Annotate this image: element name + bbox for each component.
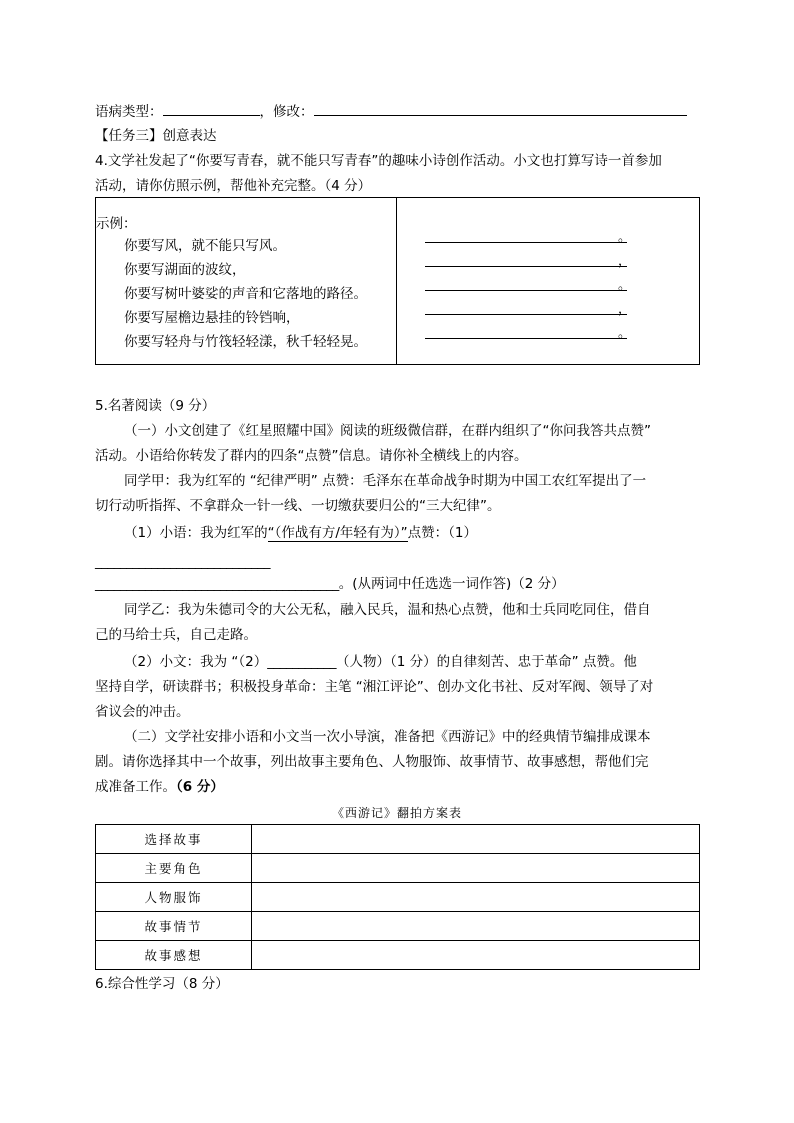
modify-label: ，修改： — [259, 104, 314, 120]
q1-suffix: 点赞：（1） — [407, 525, 477, 541]
poem-answer-line-1[interactable] — [425, 242, 627, 243]
poem-punct-4: ， — [618, 302, 632, 317]
q5-p2-line2: 剧。请你选择其中一个故事，列出故事主要角色、人物服饰、故事情节、故事感想，帮他们完 — [95, 754, 649, 770]
example-line: 你要写轻舟与竹筏轻轻漾，秋千轻轻晃。 — [124, 334, 367, 350]
poem-punct-3: 。 — [618, 278, 632, 293]
q2-suffix: （人物）（1 分）的自律刻苦、忠于革命” 点赞。他 — [335, 654, 637, 670]
example-label: 示例： — [96, 216, 137, 232]
table-row — [96, 883, 700, 912]
poem-answer-line-3[interactable] — [425, 290, 627, 291]
row-label: 故事情节 — [96, 912, 252, 941]
row-answer-cell[interactable] — [252, 941, 700, 970]
jia-line1: 同学甲：我为红军的 “纪律严明” 点赞：毛泽东在革命战争时期为中国工农红军提出了一 — [124, 473, 647, 489]
example-line: 你要写风，就不能只写风。 — [124, 238, 286, 254]
q5-p1-line1: （一）小文创建了《红星照耀中国》阅读的班级微信群，在群内组织了“你问我答共点赞” — [124, 423, 651, 439]
q5-p2-line1: （二）文学社安排小语和小文当一次小导演，准备把《西游记》中的经典情节编排成课本 — [124, 729, 651, 745]
q5-p2-score: （6 分） — [176, 779, 224, 795]
q5-p1-line2: 活动。小语给你转发了群内的四条“点赞”信息。请你补全横线上的内容。 — [95, 448, 528, 464]
yi-line2: 己的马给士兵，自己走路。 — [95, 627, 257, 643]
table-row — [96, 941, 700, 970]
poem-punct-5: 。 — [618, 326, 632, 341]
example-line: 你要写屋檐边悬挂的铃铛响， — [124, 310, 300, 326]
q6-title: 6.综合性学习（8 分） — [95, 976, 229, 992]
answer-cell[interactable] — [397, 198, 700, 365]
row-answer-cell[interactable] — [252, 912, 700, 941]
q4-line1: 4.文学社发起了“你要写青春，就不能只写青春”的趣味小诗创作活动。小文也打算写诗一首参加 — [95, 153, 662, 169]
yi-line1: 同学乙：我为朱德司令的大公无私，融入民兵，温和热心点赞，他和士兵同吃同住，借自 — [124, 602, 651, 618]
example-cell — [96, 198, 397, 365]
q2-line1 — [124, 653, 637, 671]
poem-punct-2: ， — [618, 254, 632, 269]
table-row — [96, 854, 700, 883]
example-lines — [96, 234, 396, 354]
error-type-line — [95, 102, 687, 121]
q1-line — [124, 524, 477, 542]
table-row — [96, 825, 700, 854]
q1-choice: “（作战有方/年轻有为）” — [267, 525, 408, 541]
plan-table — [95, 824, 700, 970]
q1-dash-blank[interactable]: ____________________________ — [95, 554, 270, 570]
modify-blank[interactable] — [314, 102, 687, 116]
error-type-blank[interactable] — [163, 102, 260, 116]
row-answer-cell[interactable] — [252, 854, 700, 883]
q1-tail-blank[interactable]: _______________________________________ — [95, 576, 339, 592]
jia-line2: 切行动听指挥、不拿群众一针一线、一切缴获要归公的“三大纪律”。 — [95, 498, 501, 514]
poem-answer-line-4[interactable] — [425, 314, 627, 315]
table-row — [96, 912, 700, 941]
poem-table — [95, 197, 700, 365]
q2-line2: 坚持自学，研读群书；积极投身革命：主笔 “湘江评论”、创办文化书社、反对军阀、领导了对 — [95, 679, 654, 695]
q2-blank[interactable]: ___________ — [267, 654, 336, 670]
task3-heading: 【任务三】创意表达 — [95, 128, 217, 144]
q4-line2: 活动，请你仿照示例，帮他补充完整。（4 分） — [95, 178, 372, 194]
poem-punct-1: 。 — [618, 230, 632, 245]
row-label: 人物服饰 — [96, 883, 252, 912]
q5-title: 5.名著阅读（9 分） — [95, 398, 216, 414]
q2-prefix: （2）小文：我为 “（2） — [124, 654, 268, 670]
q5-p2-text: 成准备工作。 — [95, 779, 176, 795]
error-type-label: 语病类型： — [95, 104, 163, 120]
row-label: 故事感想 — [96, 941, 252, 970]
row-label: 选择故事 — [96, 825, 252, 854]
example-line: 你要写树叶婆娑的声音和它落地的路径。 — [124, 286, 367, 302]
q1-prefix: （1）小语：我为红军的 — [124, 525, 268, 541]
q5-p2-line3 — [95, 778, 224, 796]
q1-tail-text: 。(从两词中任选选一词作答)（2 分） — [338, 576, 565, 592]
row-answer-cell[interactable] — [252, 883, 700, 912]
plan-table-caption: 《西游记》翻拍方案表 — [331, 806, 462, 820]
q2-line3: 省议会的冲击。 — [95, 704, 190, 720]
example-line: 你要写湖面的波纹， — [124, 262, 246, 278]
q1-tail-line — [95, 575, 565, 593]
poem-answer-line-2[interactable] — [425, 266, 627, 267]
row-label: 主要角色 — [96, 854, 252, 883]
poem-answer-line-5[interactable] — [425, 338, 627, 339]
row-answer-cell[interactable] — [252, 825, 700, 854]
